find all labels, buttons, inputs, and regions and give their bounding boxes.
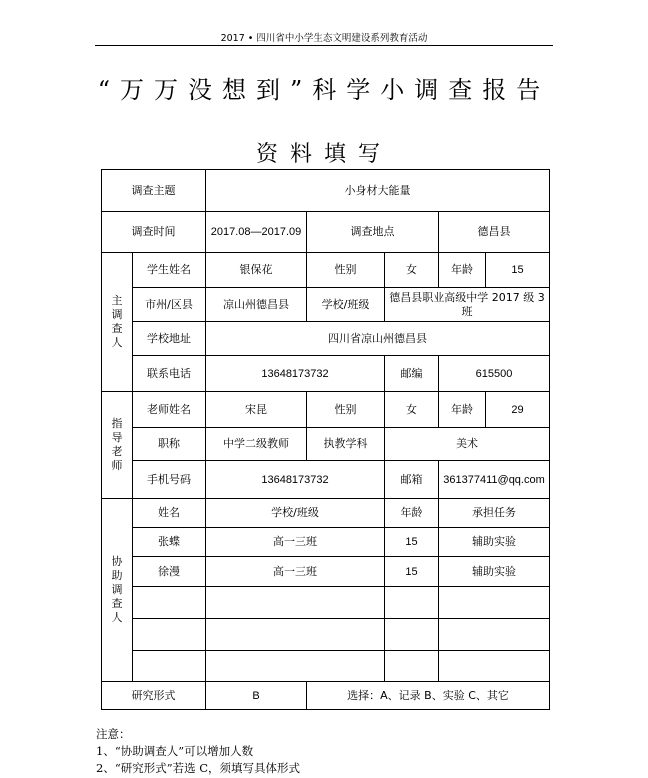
assist-age-cell (385, 587, 439, 619)
main-investigator-section-label: 主调查人 (111, 294, 123, 349)
school-label: 学校/班级 (307, 288, 385, 322)
assist-age-cell (385, 651, 439, 682)
city-label: 市州/区县 (133, 288, 206, 322)
teacher-age-value: 29 (486, 392, 550, 428)
teacher-name-row (102, 392, 550, 428)
postcode-value: 615500 (439, 356, 550, 392)
teacher-title-value: 中学二级教师 (206, 428, 307, 461)
assist-age-cell (385, 619, 439, 651)
header-rule (95, 45, 553, 46)
assistant-section-label: 协助调查人 (111, 555, 123, 624)
assist-name-cell (133, 619, 206, 651)
assist-task-cell (439, 619, 550, 651)
teacher-gender-value: 女 (385, 392, 439, 428)
student-age-value: 15 (486, 253, 550, 288)
assist-task-cell (439, 587, 550, 619)
topic-row (102, 170, 550, 212)
main-phone-row (102, 356, 550, 392)
assist-header-school: 学校/班级 (206, 499, 385, 528)
mobile-label: 手机号码 (133, 461, 206, 499)
assist-task-cell: 辅助实验 (439, 528, 550, 557)
research-row (102, 682, 550, 710)
assist-task-cell: 辅助实验 (439, 557, 550, 587)
teacher-gender-label: 性别 (307, 392, 385, 428)
place-label: 调查地点 (307, 212, 439, 253)
subject-label: 执教学科 (307, 428, 385, 461)
research-value: B (206, 682, 307, 710)
report-title: “万万没想到”科学小调查报告 (97, 76, 551, 104)
assist-age-cell: 15 (385, 528, 439, 557)
student-name-label: 学生姓名 (133, 253, 206, 288)
assist-school-cell (206, 651, 385, 682)
student-gender-value: 女 (385, 253, 439, 288)
section-title: 资料填写 (255, 142, 392, 167)
main-city-row (102, 288, 550, 322)
topic-value: 小身材大能量 (206, 170, 550, 212)
teacher-name-value: 宋昆 (206, 392, 307, 428)
assist-name-cell (133, 587, 206, 619)
teacher-title-row (102, 428, 550, 461)
phone-value: 13648173732 (206, 356, 385, 392)
assist-header-name: 姓名 (133, 499, 206, 528)
student-gender-label: 性别 (307, 253, 385, 288)
topic-label: 调查主题 (102, 170, 206, 212)
phone-label: 联系电话 (133, 356, 206, 392)
teacher-mobile-row (102, 461, 550, 499)
table-row (102, 557, 550, 587)
postcode-label: 邮编 (385, 356, 439, 392)
table-row (102, 587, 550, 619)
research-options: 选择：A、记录 B、实验 C、其它 (307, 682, 550, 710)
teacher-section-label: 指导老师 (111, 417, 123, 472)
place-value: 德昌县 (439, 212, 550, 253)
time-row (102, 212, 550, 253)
time-label: 调查时间 (102, 212, 206, 253)
assist-header-task: 承担任务 (439, 499, 550, 528)
note-item: 1、“协助调查人”可以增加人数 (96, 744, 254, 758)
teacher-section (102, 392, 133, 499)
assistant-section (102, 499, 133, 682)
assist-school-cell (206, 619, 385, 651)
assist-name-cell: 徐漫 (133, 557, 206, 587)
table-row (102, 619, 550, 651)
city-value: 凉山州德昌县 (206, 288, 307, 322)
assist-school-cell: 高一三班 (206, 528, 385, 557)
time-value: 2017.08—2017.09 (206, 212, 307, 253)
assist-header-age: 年龄 (385, 499, 439, 528)
notes (96, 726, 300, 777)
teacher-age-label: 年龄 (439, 392, 486, 428)
subject-value: 美术 (385, 428, 550, 461)
note-item: 2、“研究形式”若选 C，须填写具体形式 (96, 761, 301, 775)
email-label: 邮箱 (385, 461, 439, 499)
assist-school-cell (206, 587, 385, 619)
teacher-title-label: 职称 (133, 428, 206, 461)
assist-task-cell (439, 651, 550, 682)
assist-name-cell (133, 651, 206, 682)
table-row (102, 651, 550, 682)
assist-name-cell: 张蝶 (133, 528, 206, 557)
main-name-row (102, 253, 550, 288)
notes-heading: 注意： (96, 727, 131, 741)
school-value: 德昌县职业高级中学 2017 级 3 班 (385, 288, 550, 322)
research-label: 研究形式 (102, 682, 206, 710)
address-value: 四川省凉山州德昌县 (206, 322, 550, 356)
page-header: 2017 • 四川省中小学生态文明建设系列教育活动 (220, 33, 428, 44)
assist-school-cell: 高一三班 (206, 557, 385, 587)
student-age-label: 年龄 (439, 253, 486, 288)
address-label: 学校地址 (133, 322, 206, 356)
main-address-row (102, 322, 550, 356)
table-row (102, 528, 550, 557)
student-name-value: 银保花 (206, 253, 307, 288)
email-value: 361377411@qq.com (439, 461, 550, 499)
mobile-value: 13648173732 (206, 461, 385, 499)
assist-header-row (102, 499, 550, 528)
teacher-name-label: 老师姓名 (133, 392, 206, 428)
info-form-table (101, 169, 550, 710)
main-investigator-section (102, 253, 133, 392)
assist-age-cell: 15 (385, 557, 439, 587)
